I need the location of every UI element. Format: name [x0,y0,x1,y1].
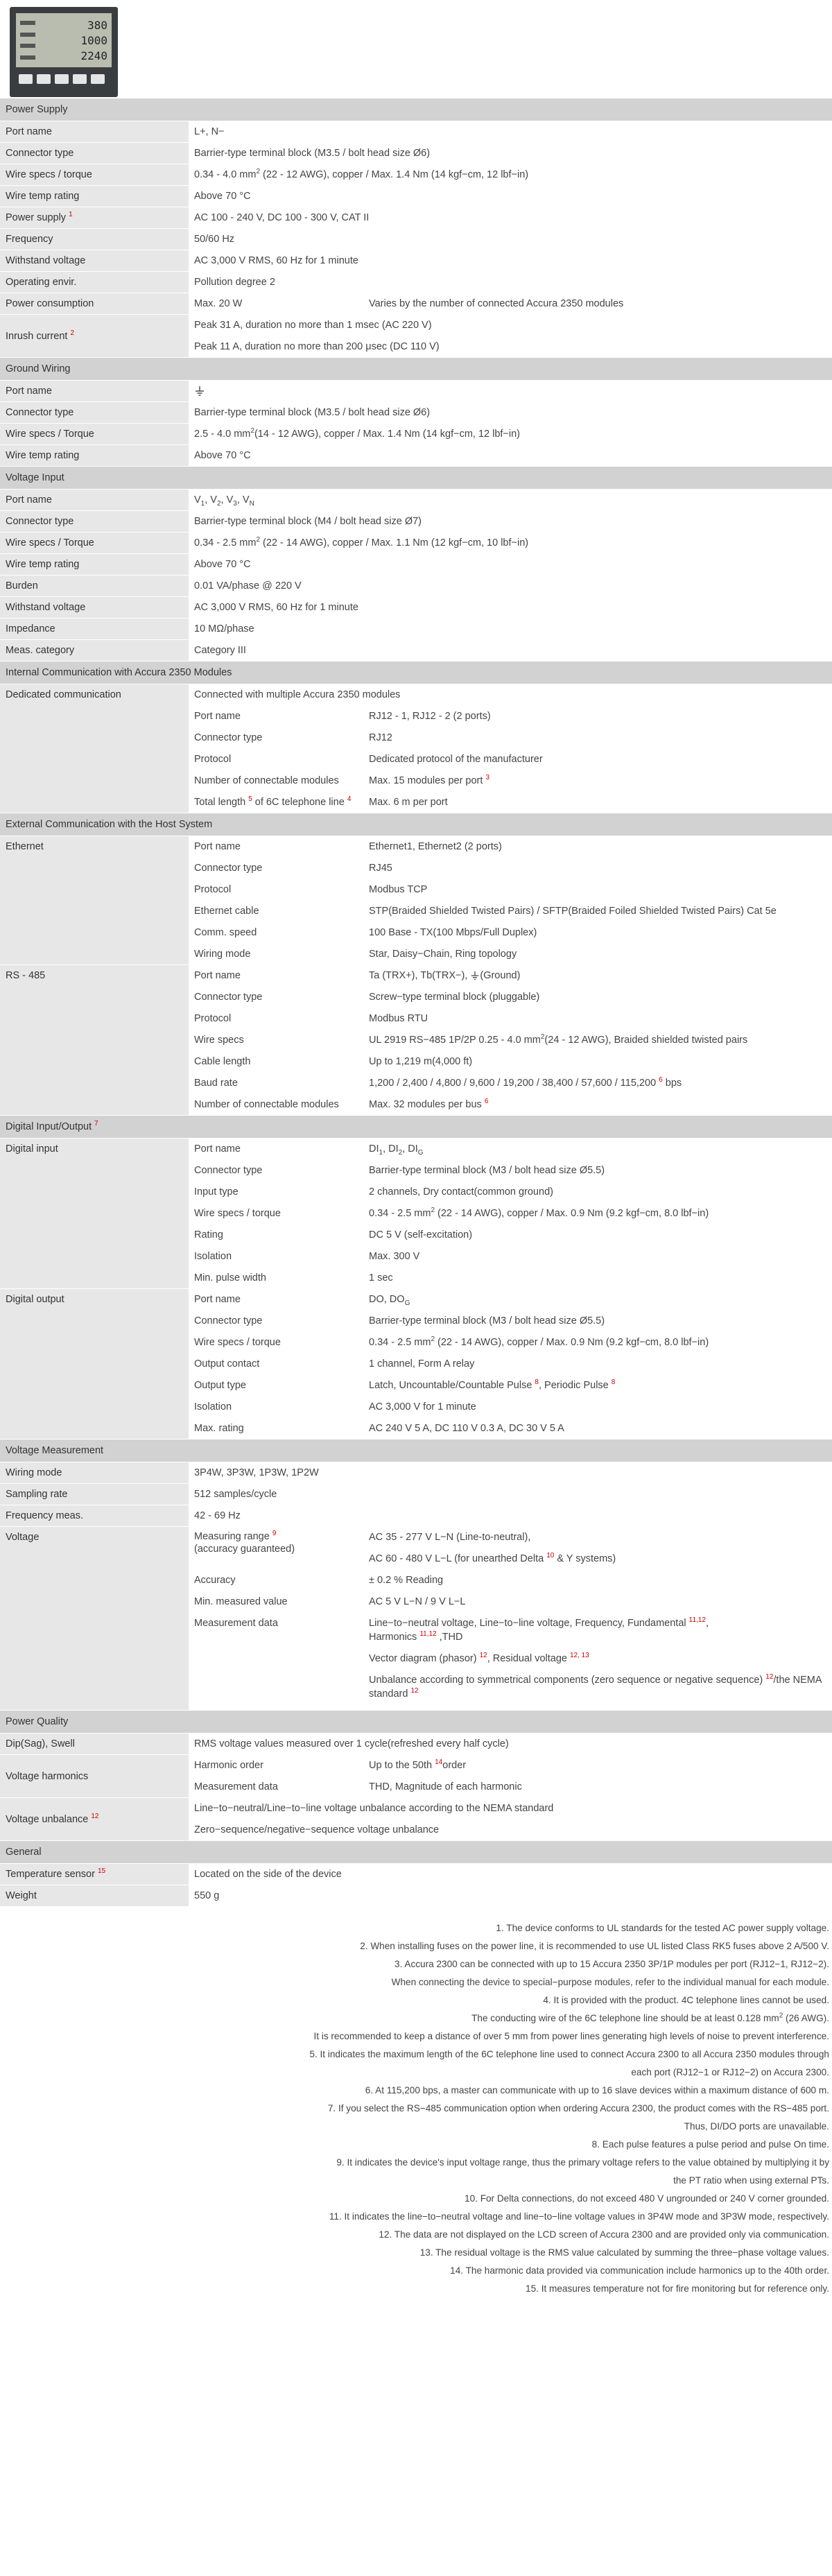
sub-label: Min. measured value [189,1591,363,1613]
row-value: AC 60 - 480 V L−L (for unearthed Delta $^{10}$ & Y systems) [363,1548,832,1570]
row-value: 3P4W, 3P3W, 1P3W, 1P2W [189,1462,832,1484]
row-value: AC 3,000 V RMS, 60 Hz for 1 minute [189,250,832,272]
row-label: Withstand voltage [0,597,189,619]
row-value: Varies by the number of connected Accura 2350 modules [363,293,832,315]
sub-label: Isolation [189,1397,363,1418]
footnote: 3. Accura 2300 can be connected with up to 15 Accura 2350 3P/1P modules per port (RJ12−1, RJ12−2). [395,1959,829,1969]
sub-label: Connector type [189,1311,363,1332]
footnote: 13. The residual voltage is the RMS value calculated by summing the three−phase voltage values. [419,2247,829,2258]
row-label: Wire specs / torque [0,164,189,186]
sub-label: Measurement data [189,1777,363,1798]
section-power-supply: Power Supply [0,98,832,121]
sub-label: Connector type [189,987,363,1008]
sub-label: Wire specs [189,1030,363,1051]
row-value: 2 channels, Dry contact(common ground) [363,1182,832,1203]
row-value: Latch, Uncountable/Countable Pulse $^8$, Periodic Pulse $^8$ [363,1375,832,1397]
row-label: Port name [0,121,189,143]
footnote: When connecting the device to special−purpose modules, refer to the individual manual for each module. [391,1977,829,1987]
row-value: Modbus RTU [363,1008,832,1030]
row-value: Unbalance according to symmetrical components (zero sequence or negative sequence) $^{12}$/the NEMA standard $^{12}$ [363,1670,832,1705]
row-value: 50/60 Hz [189,229,832,250]
row-value: 0.34 - 2.5 $mm^2$ (22 - 14 AWG), copper / Max. 0.9 Nm (9.2 kgf−cm, 8.0 lbf−in) [363,1203,832,1225]
footnote-ref: 1 [69,211,73,219]
sub-label: Harmonic order [189,1755,363,1777]
row-value: 42 - 69 Hz [189,1505,832,1527]
row-value: Above 70 °C [189,554,832,576]
row-value: 550 g [189,1885,832,1907]
footnote: 11. It indicates the line−to−neutral voltage and line−to−line voltage values in 3P4W mode and 3P3W mode, respectively. [329,2211,829,2222]
sub-label: Min. pulse width [189,1268,363,1289]
row-label: Burden [0,576,189,597]
sub-label: Number of connectable modules [189,770,363,792]
row-value: Connected with multiple Accura 2350 modules [189,684,832,706]
sub-label: Baud rate [189,1073,363,1094]
ground-icon [189,381,832,402]
row-value: 0.01 VA/phase @ 220 V [189,576,832,597]
sub-label: Wiring mode [189,944,363,965]
row-value: 0.34 - 4.0 $mm^2$ (22 - 12 AWG), copper / Max. 1.4 Nm (14 kgf−cm, 12 lbf−in) [189,164,832,186]
section-voltage-input: Voltage Input [0,467,832,490]
sub-label: Port name [189,1139,363,1160]
footnote-ref: 2 [70,329,75,337]
sub-label: Output contact [189,1354,363,1375]
row-value: DC 5 V (self-excitation) [363,1225,832,1246]
row-value: 0.34 - 2.5 $mm^2$ (22 - 14 AWG), copper / Max. 0.9 Nm (9.2 kgf−cm, 8.0 lbf−in) [363,1332,832,1354]
row-value: Barrier-type terminal block (M3.5 / bolt head size Ø6) [189,143,832,164]
row-value: $V_1$, $V_2$, $V_3$, $V_N$ [189,490,832,511]
row-value: Max. 20 W [189,293,363,315]
row-value: RJ45 [363,858,832,879]
sub-label: Accuracy [189,1570,363,1591]
row-label: Wire temp rating [0,445,189,467]
row-value: Peak 31 A, duration no more than 1 msec (AC 220 V) [189,315,832,336]
row-label: Dip(Sag), Swell [0,1734,189,1755]
row-label: Withstand voltage [0,250,189,272]
sub-label: Rating [189,1225,363,1246]
row-label: Inrush current $^2$ [0,315,189,358]
row-value: Dedicated protocol of the manufacturer [363,749,832,770]
spec-table [0,98,832,1907]
row-label: Ethernet [0,836,189,965]
row-value: UL 2919 RS−485 1P/2P 0.25 - 4.0 $mm^2(24 - 12$ AWG), Braided shielded twisted pairs [363,1030,832,1051]
row-label: Digital output [0,1289,189,1440]
row-label: Impedance [0,619,189,640]
row-value: RJ12 [363,727,832,749]
row-value: THD, Magnitude of each harmonic [363,1777,832,1798]
sub-label: Output type [189,1375,363,1397]
row-value: AC 5 V L−N / 9 V L−L [363,1591,832,1613]
row-value: Barrier-type terminal block (M3 / bolt head size Ø5.5) [363,1160,832,1182]
sub-label: Port name [189,836,363,858]
lcd-line-1: 380 [87,18,107,32]
device-image [10,7,118,97]
row-value: Peak 11 A, duration no more than 200 μsec (DC 110 V) [189,336,832,358]
section-external-comm: External Communication with the Host System [0,813,832,836]
footnote: 10. For Delta connections, do not exceed 480 V ungrounded or 240 V corner grounded. [465,2193,829,2204]
row-value: AC 100 - 240 V, DC 100 - 300 V, CAT II [189,207,832,229]
row-label: Port name [0,490,189,511]
footnote: 8. Each pulse features a pulse period and pulse On time. [591,2139,829,2150]
row-value: 1,200 / 2,400 / 4,800 / 9,600 / 19,200 / 38,400 / 57,600 / 115,200 $^6$ bps [363,1073,832,1094]
footnote: The conducting wire of the 6C telephone line should be at least 0.128 $mm^2$ (26 AWG). [471,2012,829,2023]
footnote: 6. At 115,200 bps, a master can communicate with up to 16 slave devices within a maximum distance of 600 m. [365,2085,829,2095]
row-value: Above 70 °C [189,445,832,467]
row-value: Max. 300 V [363,1246,832,1268]
section-ground-wiring: Ground Wiring [0,358,832,381]
row-label: Voltage unbalance $^{12}$ [0,1798,189,1841]
sub-label: Comm. speed [189,922,363,944]
row-value: Zero−sequence/negative−sequence voltage unbalance [189,1819,832,1841]
footnotes [0,1907,832,2312]
spacer [363,1705,832,1711]
device-keys [16,74,112,84]
row-label: Frequency meas. [0,1505,189,1527]
row-value: Barrier-type terminal block (M4 / bolt head size Ø7) [189,511,832,533]
row-value: Category III [189,640,832,662]
row-label: Weight [0,1885,189,1907]
row-label: Voltage harmonics [0,1755,189,1798]
row-label: Dedicated communication [0,684,189,813]
section-digital-io: Digital Input/Output $^7$ [0,1116,832,1139]
sub-label: Isolation [189,1246,363,1268]
footnote: the PT ratio when using external PTs. [673,2175,829,2186]
row-label: Power consumption [0,293,189,315]
footnote: Thus, DI/DO ports are unavailable. [684,2121,829,2132]
row-value: Star, Daisy−Chain, Ring topology [363,944,832,965]
row-label: Meas. category [0,640,189,662]
footnote: each port (RJ12−1 or RJ12−2) on Accura 2300. [631,2067,829,2077]
ground-icon [470,971,480,980]
row-value: 1 sec [363,1268,832,1289]
row-value: 1 channel, Form A relay [363,1354,832,1375]
lcd-line-2: 1000 [80,33,107,47]
section-voltage-measurement: Voltage Measurement [0,1440,832,1462]
footnote: 12. The data are not displayed on the LCD screen of Accura 2300 and are provided only via communication. [379,2229,829,2240]
sub-label: Wire specs / torque [189,1203,363,1225]
row-value: RJ12 - 1, RJ12 - 2 (2 ports) [363,706,832,727]
row-value: Line−to−neutral/Line−to−line voltage unbalance according to the NEMA standard [189,1798,832,1819]
sub-label: Port name [189,965,363,987]
row-value: Barrier-type terminal block (M3 / bolt head size Ø5.5) [363,1311,832,1332]
sub-label: Max. rating [189,1418,363,1440]
section-general: General [0,1841,832,1864]
sub-label: Number of connectable modules [189,1094,363,1116]
sub-label: Protocol [189,879,363,901]
sub-label: Connector type [189,727,363,749]
row-label: Temperature sensor $^{15}$ [0,1864,189,1885]
row-label: Connector type [0,402,189,424]
sub-label: Port name [189,706,363,727]
footnote: 5. It indicates the maximum length of the 6C telephone line used to connect Accura 2300 to all Accura 2350 modules through [309,2049,829,2059]
row-value: DO, $DO_G$ [363,1289,832,1311]
row-value: Line−to−neutral voltage, Line−to−line voltage, Frequency, Fundamental $^{11,12}$, Harmonics $^{11,12}$ ,THD [363,1613,832,1648]
row-value: Ethernet1, Ethernet2 (2 ports) [363,836,832,858]
sub-label: Protocol [189,1008,363,1030]
footnote: 15. It measures temperature not for fire monitoring but for reference only. [526,2283,829,2294]
footnote: 2. When installing fuses on the power line, it is recommended to use UL listed Class RK5 fuses above 2 A/500 V. [360,1941,829,1951]
lcd-line-3: 2240 [80,49,107,62]
row-value: STP(Braided Shielded Twisted Pairs) / SFTP(Braided Foiled Shielded Twisted Pairs) Cat 5e [363,901,832,922]
row-value: Up to the 50th $^{14}$order [363,1755,832,1777]
sub-label: Total length $^5$ of 6C telephone line $^4$ [189,792,363,813]
row-value: Modbus TCP [363,879,832,901]
row-value: Barrier-type terminal block (M3.5 / bolt head size Ø6) [189,402,832,424]
sub-label: Measuring range $^9$ (accuracy guaranteed) [189,1527,363,1570]
footnote: 1. The device conforms to UL standards for the tested AC power supply voltage. [496,1923,829,1933]
row-value: AC 35 - 277 V L−N (Line-to-neutral), [363,1527,832,1548]
row-value: ± 0.2 % Reading [363,1570,832,1591]
footnote: 4. It is provided with the product. 4C telephone lines cannot be used. [543,1995,829,2005]
row-value: RMS voltage values measured over 1 cycle(refreshed every half cycle) [189,1734,832,1755]
row-value: AC 240 V 5 A, DC 110 V 0.3 A, DC 30 V 5 A [363,1418,832,1440]
row-label: Wiring mode [0,1462,189,1484]
footnote: It is recommended to keep a distance of over 5 mm from power lines generating high levels of noise to prevent interference. [313,2031,829,2041]
row-value: L+, N− [189,121,832,143]
row-value: Ta (TRX+), Tb(TRX−), (Ground) [363,965,832,987]
row-value: 512 samples/cycle [189,1484,832,1505]
footnote: 7. If you select the RS−485 communication option when ordering Accura 2300, the product comes with the RS−485 port. [327,2103,829,2113]
device-lcd [16,13,112,67]
row-label: Wire temp rating [0,554,189,576]
sub-label: Measurement data [189,1613,363,1711]
row-label: Frequency [0,229,189,250]
lcd-indicators [20,17,35,63]
sub-label: Ethernet cable [189,901,363,922]
row-value: Above 70 °C [189,186,832,207]
sub-label: Cable length [189,1051,363,1073]
row-label: Wire specs / Torque [0,424,189,445]
row-value: AC 3,000 V for 1 minute [363,1397,832,1418]
row-label: Connector type [0,143,189,164]
row-value: 10 MΩ/phase [189,619,832,640]
footnote: 9. It indicates the device's input voltage range, thus the primary voltage refers to the value obtained by multiplying it by [336,2157,829,2168]
row-label: RS - 485 [0,965,189,1116]
row-value: Located on the side of the device [189,1864,832,1885]
row-label: Operating envir. [0,272,189,293]
row-label: Digital input [0,1139,189,1289]
row-value: 2.5 - 4.0 $mm^2(14 - 12$ AWG), copper / Max. 1.4 Nm (14 kgf−cm, 12 lbf−in) [189,424,832,445]
row-value: Screw−type terminal block (pluggable) [363,987,832,1008]
sub-label: Wire specs / torque [189,1332,363,1354]
sub-label: Connector type [189,858,363,879]
section-power-quality: Power Quality [0,1711,832,1734]
row-value: Vector diagram (phasor) $^{12}$, Residual voltage $^{12, 13}$ [363,1648,832,1670]
row-value: Max. 6 m per port [363,792,832,813]
sub-label: Connector type [189,1160,363,1182]
row-label: Sampling rate [0,1484,189,1505]
row-label: Wire temp rating [0,186,189,207]
row-value: Max. 32 modules per bus $^6$ [363,1094,832,1116]
product-image-area [0,0,832,98]
row-label: Port name [0,381,189,402]
row-value: AC 3,000 V RMS, 60 Hz for 1 minute [189,597,832,619]
row-value: Max. 15 modules per port $^3$ [363,770,832,792]
row-value: $DI_1$, $DI_2$, $DI_G$ [363,1139,832,1160]
row-label: Voltage [0,1527,189,1711]
row-label: Wire specs / Torque [0,533,189,554]
row-value: Up to 1,219 m(4,000 ft) [363,1051,832,1073]
row-value: Pollution degree 2 [189,272,832,293]
row-label: Power supply $^1$ [0,207,189,229]
sub-label: Input type [189,1182,363,1203]
section-internal-comm: Internal Communication with Accura 2350 Modules [0,662,832,684]
row-value: 100 Base - TX(100 Mbps/Full Duplex) [363,922,832,944]
row-value: 0.34 - 2.5 $mm^2$ (22 - 14 AWG), copper / Max. 1.1 Nm (12 kgf−cm, 10 lbf−in) [189,533,832,554]
sub-label: Port name [189,1289,363,1311]
footnote: 14. The harmonic data provided via communication include harmonics up to the 40th order. [450,2265,829,2276]
sub-label: Protocol [189,749,363,770]
row-label: Connector type [0,511,189,533]
